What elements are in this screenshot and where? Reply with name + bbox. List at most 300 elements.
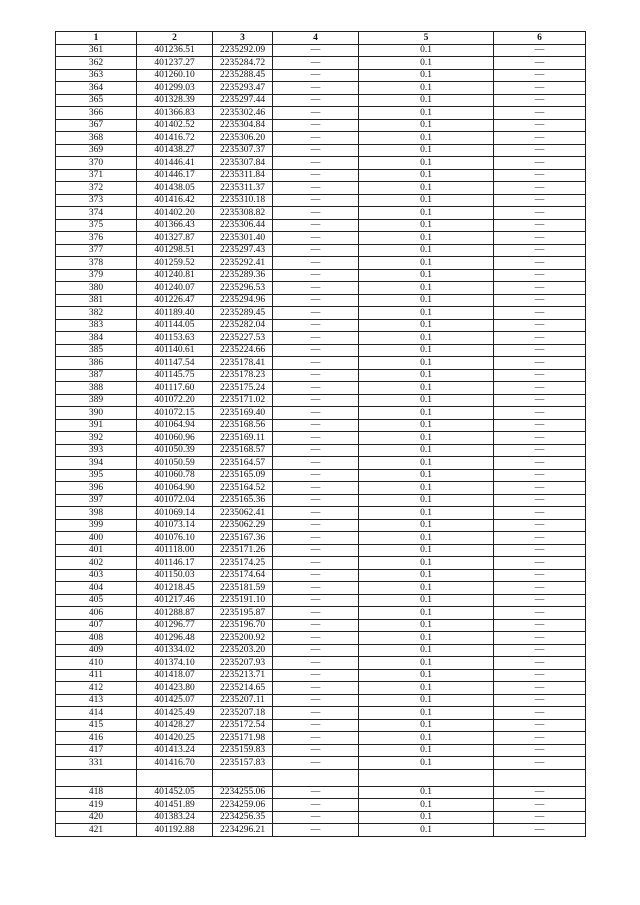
table-cell-col-5: 0.1 xyxy=(359,669,494,682)
table-cell-col-5: 0.1 xyxy=(359,569,494,582)
table-row xyxy=(56,394,586,407)
table-cell-col-6: — xyxy=(494,344,586,357)
table-cell-col-2: 401334.02 xyxy=(137,644,213,657)
table-cell-col-4: — xyxy=(273,382,359,395)
table-cell-col-5: 0.1 xyxy=(359,382,494,395)
table-cell-col-5: 0.1 xyxy=(359,532,494,545)
table-cell-col-6: — xyxy=(494,307,586,320)
table-cell-col-2: 401118.00 xyxy=(137,544,213,557)
table-cell-col-6: — xyxy=(494,244,586,257)
table-row xyxy=(56,632,586,645)
table-cell-col-5: 0.1 xyxy=(359,194,494,207)
table-row xyxy=(56,382,586,395)
table-cell-col-2 xyxy=(137,769,213,786)
table-cell-col-1: 362 xyxy=(56,57,137,70)
table-cell-col-2: 401420.25 xyxy=(137,732,213,745)
table-cell-col-6: — xyxy=(494,594,586,607)
table-cell-col-3: 2235227.53 xyxy=(213,332,273,345)
table-cell-col-3: 2235302.46 xyxy=(213,107,273,120)
table-cell-col-5: 0.1 xyxy=(359,786,494,799)
table-cell-col-4: — xyxy=(273,107,359,120)
table-cell-col-5: 0.1 xyxy=(359,82,494,95)
table-cell-col-3: 2235207.93 xyxy=(213,657,273,670)
table-cell-col-2: 401428.27 xyxy=(137,719,213,732)
table-cell-col-1: 413 xyxy=(56,694,137,707)
table-row xyxy=(56,732,586,745)
table-cell-col-6: — xyxy=(494,519,586,532)
table-cell-col-2: 401374.10 xyxy=(137,657,213,670)
table-cell-col-2: 401050.59 xyxy=(137,457,213,470)
table-cell-col-3: 2235200.92 xyxy=(213,632,273,645)
table-cell-col-6: — xyxy=(494,382,586,395)
table-cell-col-4: — xyxy=(273,799,359,812)
table-cell-col-4: — xyxy=(273,332,359,345)
table-cell-col-1: 377 xyxy=(56,244,137,257)
table-cell-col-1: 381 xyxy=(56,294,137,307)
table-cell-col-6: — xyxy=(494,824,586,837)
table-row xyxy=(56,294,586,307)
table-row xyxy=(56,594,586,607)
table-row xyxy=(56,57,586,70)
table-cell-col-3: 2235196.70 xyxy=(213,619,273,632)
table-cell-col-2: 401438.27 xyxy=(137,144,213,157)
table-cell-col-2: 401150.03 xyxy=(137,569,213,582)
table-cell-col-1: 364 xyxy=(56,82,137,95)
table-cell-col-4: — xyxy=(273,344,359,357)
table-cell-col-4: — xyxy=(273,419,359,432)
table-row xyxy=(56,682,586,695)
table-cell-col-6: — xyxy=(494,786,586,799)
table-body xyxy=(56,44,586,836)
table-row xyxy=(56,69,586,82)
table-cell-col-1: 401 xyxy=(56,544,137,557)
table-row xyxy=(56,444,586,457)
table-cell-col-1: 399 xyxy=(56,519,137,532)
table-cell-col-2: 401425.07 xyxy=(137,694,213,707)
table-cell-col-1: 400 xyxy=(56,532,137,545)
table-cell-col-1: 379 xyxy=(56,269,137,282)
table-cell-col-3: 2235171.02 xyxy=(213,394,273,407)
table-cell-col-5: 0.1 xyxy=(359,207,494,220)
table-row xyxy=(56,94,586,107)
table-cell-col-6: — xyxy=(494,507,586,520)
table-row xyxy=(56,282,586,295)
table-cell-col-1: 372 xyxy=(56,182,137,195)
table-row xyxy=(56,769,586,786)
table-cell-col-4: — xyxy=(273,94,359,107)
table-cell-col-1: 404 xyxy=(56,582,137,595)
table-cell-col-5: 0.1 xyxy=(359,494,494,507)
table-cell-col-3: 2234256.35 xyxy=(213,811,273,824)
table-cell-col-5: 0.1 xyxy=(359,732,494,745)
table-cell-col-4: — xyxy=(273,632,359,645)
table-cell-col-5: 0.1 xyxy=(359,824,494,837)
table-row xyxy=(56,157,586,170)
table-cell-col-6: — xyxy=(494,419,586,432)
table-cell-col-3: 2235292.41 xyxy=(213,257,273,270)
column-header-6: 6 xyxy=(494,32,586,45)
table-cell-col-1: 396 xyxy=(56,482,137,495)
table-cell-col-4: — xyxy=(273,744,359,757)
table-cell-col-4: — xyxy=(273,307,359,320)
table-cell-col-5: 0.1 xyxy=(359,582,494,595)
table-cell-col-3: 2235178.41 xyxy=(213,357,273,370)
table-cell-col-4: — xyxy=(273,144,359,157)
table-cell-col-1: 402 xyxy=(56,557,137,570)
table-cell-col-3: 2235297.44 xyxy=(213,94,273,107)
table-row xyxy=(56,82,586,95)
table-row xyxy=(56,582,586,595)
table-cell-col-3 xyxy=(213,769,273,786)
table-cell-col-2: 401218.45 xyxy=(137,582,213,595)
table-cell-col-1: 391 xyxy=(56,419,137,432)
table-row xyxy=(56,799,586,812)
table-cell-col-1: 398 xyxy=(56,507,137,520)
table-cell-col-5: 0.1 xyxy=(359,407,494,420)
table-cell-col-4: — xyxy=(273,432,359,445)
table-row xyxy=(56,644,586,657)
table-cell-col-3: 2235169.11 xyxy=(213,432,273,445)
table-cell-col-4: — xyxy=(273,269,359,282)
table-cell-col-3: 2235164.52 xyxy=(213,482,273,495)
table-row xyxy=(56,469,586,482)
table-cell-col-1: 403 xyxy=(56,569,137,582)
table-row xyxy=(56,494,586,507)
table-cell-col-1: 421 xyxy=(56,824,137,837)
table-row xyxy=(56,519,586,532)
table-cell-col-5: 0.1 xyxy=(359,682,494,695)
table-cell-col-6: — xyxy=(494,69,586,82)
table-cell-col-2: 401416.70 xyxy=(137,757,213,770)
table-cell-col-1: 417 xyxy=(56,744,137,757)
table-cell-col-6: — xyxy=(494,232,586,245)
table-cell-col-5: 0.1 xyxy=(359,219,494,232)
table-cell-col-4: — xyxy=(273,694,359,707)
table-cell-col-3: 2235178.23 xyxy=(213,369,273,382)
table-cell-col-2: 401418.07 xyxy=(137,669,213,682)
table-cell-col-2: 401072.04 xyxy=(137,494,213,507)
table-cell-col-6: — xyxy=(494,82,586,95)
table-cell-col-4: — xyxy=(273,494,359,507)
table-cell-col-4: — xyxy=(273,457,359,470)
table-cell-col-1: 331 xyxy=(56,757,137,770)
table-cell-col-3: 2235164.57 xyxy=(213,457,273,470)
table-cell-col-5: 0.1 xyxy=(359,607,494,620)
table-cell-col-2: 401299.03 xyxy=(137,82,213,95)
table-row xyxy=(56,344,586,357)
table-cell-col-5: 0.1 xyxy=(359,57,494,70)
table-cell-col-5: 0.1 xyxy=(359,257,494,270)
table-cell-col-3: 2234259.06 xyxy=(213,799,273,812)
table-cell-col-5: 0.1 xyxy=(359,519,494,532)
table-cell-col-4: — xyxy=(273,519,359,532)
table-cell-col-4: — xyxy=(273,557,359,570)
table-cell-col-6: — xyxy=(494,94,586,107)
table-row xyxy=(56,824,586,837)
table-cell-col-4: — xyxy=(273,119,359,132)
table-row xyxy=(56,319,586,332)
table-cell-col-2: 401288.87 xyxy=(137,607,213,620)
table-cell-col-5: 0.1 xyxy=(359,269,494,282)
table-row xyxy=(56,107,586,120)
table-cell-col-3: 2235301.40 xyxy=(213,232,273,245)
table-cell-col-5: 0.1 xyxy=(359,44,494,57)
table-cell-col-6: — xyxy=(494,557,586,570)
table-cell-col-3: 2235167.36 xyxy=(213,532,273,545)
table-row xyxy=(56,369,586,382)
table-cell-col-2: 401192.88 xyxy=(137,824,213,837)
table-cell-col-6 xyxy=(494,769,586,786)
table-cell-col-4: — xyxy=(273,482,359,495)
table-cell-col-5: 0.1 xyxy=(359,69,494,82)
table-row xyxy=(56,232,586,245)
table-cell-col-2: 401425.49 xyxy=(137,707,213,720)
table-cell-col-1: 419 xyxy=(56,799,137,812)
table-row xyxy=(56,207,586,220)
table-row xyxy=(56,669,586,682)
table-cell-col-5: 0.1 xyxy=(359,419,494,432)
table-cell-col-4: — xyxy=(273,232,359,245)
coordinates-table xyxy=(55,31,586,837)
table-cell-col-4: — xyxy=(273,182,359,195)
table-row xyxy=(56,44,586,57)
table-cell-col-5: 0.1 xyxy=(359,469,494,482)
table-cell-col-5: 0.1 xyxy=(359,157,494,170)
table-cell-col-5: 0.1 xyxy=(359,319,494,332)
table-cell-col-4: — xyxy=(273,669,359,682)
table-cell-col-4: — xyxy=(273,282,359,295)
table-cell-col-4: — xyxy=(273,369,359,382)
table-cell-col-1: 405 xyxy=(56,594,137,607)
table-cell-col-4: — xyxy=(273,319,359,332)
table-cell-col-2: 401072.20 xyxy=(137,394,213,407)
table-cell-col-6: — xyxy=(494,732,586,745)
table-cell-col-1: 388 xyxy=(56,382,137,395)
table-cell-col-1: 363 xyxy=(56,69,137,82)
table-cell-col-3: 2235181.59 xyxy=(213,582,273,595)
table-row xyxy=(56,169,586,182)
table-cell-col-3: 2235289.36 xyxy=(213,269,273,282)
table-cell-col-1: 384 xyxy=(56,332,137,345)
table-cell-col-2: 401259.52 xyxy=(137,257,213,270)
table-cell-col-5: 0.1 xyxy=(359,799,494,812)
table-row xyxy=(56,307,586,320)
table-cell-col-2: 401327.87 xyxy=(137,232,213,245)
table-cell-col-3: 2235307.37 xyxy=(213,144,273,157)
table-cell-col-1: 361 xyxy=(56,44,137,57)
table-cell-col-6: — xyxy=(494,569,586,582)
table-row xyxy=(56,144,586,157)
table-cell-col-5: 0.1 xyxy=(359,657,494,670)
table-cell-col-2: 401064.90 xyxy=(137,482,213,495)
table-cell-col-3: 2235165.36 xyxy=(213,494,273,507)
table-cell-col-5: 0.1 xyxy=(359,507,494,520)
table-cell-col-1: 370 xyxy=(56,157,137,170)
table-cell-col-2: 401145.75 xyxy=(137,369,213,382)
table-cell-col-3: 2235296.53 xyxy=(213,282,273,295)
table-cell-col-6: — xyxy=(494,582,586,595)
table-cell-col-2: 401073.14 xyxy=(137,519,213,532)
table-cell-col-1: 393 xyxy=(56,444,137,457)
table-cell-col-4: — xyxy=(273,682,359,695)
table-cell-col-2: 401060.96 xyxy=(137,432,213,445)
table-cell-col-6: — xyxy=(494,632,586,645)
table-cell-col-4: — xyxy=(273,294,359,307)
table-row xyxy=(56,557,586,570)
table-cell-col-5: 0.1 xyxy=(359,332,494,345)
table-cell-col-4: — xyxy=(273,786,359,799)
column-header-3: 3 xyxy=(213,32,273,45)
table-cell-col-4: — xyxy=(273,82,359,95)
table-cell-col-1: 385 xyxy=(56,344,137,357)
table-row xyxy=(56,532,586,545)
table-cell-col-1: 407 xyxy=(56,619,137,632)
table-cell-col-1: 416 xyxy=(56,732,137,745)
table-cell-col-4: — xyxy=(273,244,359,257)
table-cell-col-3: 2235168.57 xyxy=(213,444,273,457)
table-cell-col-4: — xyxy=(273,569,359,582)
table-cell-col-3: 2235289.45 xyxy=(213,307,273,320)
table-cell-col-1: 366 xyxy=(56,107,137,120)
table-row xyxy=(56,786,586,799)
table-cell-col-6: — xyxy=(494,219,586,232)
table-cell-col-4: — xyxy=(273,69,359,82)
table-row xyxy=(56,407,586,420)
table-cell-col-5: 0.1 xyxy=(359,544,494,557)
table-cell-col-4: — xyxy=(273,657,359,670)
table-cell-col-3: 2235311.37 xyxy=(213,182,273,195)
table-cell-col-6: — xyxy=(494,257,586,270)
table-cell-col-6: — xyxy=(494,482,586,495)
table-cell-col-6: — xyxy=(494,444,586,457)
table-cell-col-5: 0.1 xyxy=(359,132,494,145)
table-cell-col-6: — xyxy=(494,494,586,507)
table-cell-col-1: 382 xyxy=(56,307,137,320)
table-cell-col-5: 0.1 xyxy=(359,482,494,495)
table-cell-col-6: — xyxy=(494,532,586,545)
table-cell-col-1: 397 xyxy=(56,494,137,507)
table-cell-col-1: 418 xyxy=(56,786,137,799)
table-row xyxy=(56,619,586,632)
table-cell-col-2: 401452.05 xyxy=(137,786,213,799)
table-cell-col-2: 401144.05 xyxy=(137,319,213,332)
table-cell-col-2: 401147.54 xyxy=(137,357,213,370)
table-cell-col-1: 395 xyxy=(56,469,137,482)
table-cell-col-1: 383 xyxy=(56,319,137,332)
table-cell-col-3: 2235207.18 xyxy=(213,707,273,720)
table-cell-col-6: — xyxy=(494,607,586,620)
table-cell-col-3: 2235306.44 xyxy=(213,219,273,232)
table-cell-col-3: 2235294.96 xyxy=(213,294,273,307)
table-row xyxy=(56,194,586,207)
table-cell-col-3: 2235191.10 xyxy=(213,594,273,607)
table-cell-col-2: 401416.72 xyxy=(137,132,213,145)
table-row xyxy=(56,744,586,757)
table-row xyxy=(56,694,586,707)
table-cell-col-1: 373 xyxy=(56,194,137,207)
table-row xyxy=(56,119,586,132)
table-cell-col-6: — xyxy=(494,744,586,757)
table-cell-col-2: 401328.39 xyxy=(137,94,213,107)
table-cell-col-5: 0.1 xyxy=(359,432,494,445)
table-cell-col-4: — xyxy=(273,582,359,595)
table-cell-col-1 xyxy=(56,769,137,786)
table-cell-col-1: 387 xyxy=(56,369,137,382)
table-cell-col-6: — xyxy=(494,457,586,470)
table-cell-col-3: 2235174.64 xyxy=(213,569,273,582)
table-cell-col-6: — xyxy=(494,394,586,407)
table-row xyxy=(56,544,586,557)
table-cell-col-6: — xyxy=(494,407,586,420)
table-cell-col-6: — xyxy=(494,811,586,824)
table-cell-col-2: 401402.20 xyxy=(137,207,213,220)
table-row xyxy=(56,419,586,432)
table-cell-col-4: — xyxy=(273,219,359,232)
table-cell-col-4: — xyxy=(273,394,359,407)
table-cell-col-6: — xyxy=(494,799,586,812)
table-cell-col-5: 0.1 xyxy=(359,757,494,770)
table-row xyxy=(56,219,586,232)
table-cell-col-2: 401240.07 xyxy=(137,282,213,295)
table-cell-col-2: 401446.41 xyxy=(137,157,213,170)
table-cell-col-2: 401260.10 xyxy=(137,69,213,82)
table-cell-col-1: 392 xyxy=(56,432,137,445)
table-cell-col-5: 0.1 xyxy=(359,144,494,157)
table-cell-col-5: 0.1 xyxy=(359,244,494,257)
table-cell-col-5: 0.1 xyxy=(359,107,494,120)
table-cell-col-5: 0.1 xyxy=(359,557,494,570)
table-cell-col-4: — xyxy=(273,544,359,557)
table-cell-col-6: — xyxy=(494,332,586,345)
table-cell-col-3: 2235174.25 xyxy=(213,557,273,570)
table-cell-col-3: 2235293.47 xyxy=(213,82,273,95)
table-row xyxy=(56,607,586,620)
column-header-4: 4 xyxy=(273,32,359,45)
table-cell-col-4: — xyxy=(273,719,359,732)
table-cell-col-2: 401366.83 xyxy=(137,107,213,120)
table-cell-col-2: 401438.05 xyxy=(137,182,213,195)
table-cell-col-4: — xyxy=(273,132,359,145)
table-cell-col-6: — xyxy=(494,157,586,170)
table-row xyxy=(56,269,586,282)
table-cell-col-3: 2235224.66 xyxy=(213,344,273,357)
column-header-1: 1 xyxy=(56,32,137,45)
table-cell-col-2: 401451.89 xyxy=(137,799,213,812)
table-cell-col-3: 2235311.84 xyxy=(213,169,273,182)
table-cell-col-3: 2235214.65 xyxy=(213,682,273,695)
table-cell-col-5: 0.1 xyxy=(359,357,494,370)
table-cell-col-5: 0.1 xyxy=(359,119,494,132)
table-cell-col-3: 2235203.20 xyxy=(213,644,273,657)
table-cell-col-6: — xyxy=(494,644,586,657)
table-cell-col-2: 401217.46 xyxy=(137,594,213,607)
table-row xyxy=(56,707,586,720)
table-cell-col-6: — xyxy=(494,194,586,207)
table-cell-col-1: 386 xyxy=(56,357,137,370)
table-cell-col-4: — xyxy=(273,757,359,770)
table-cell-col-1: 371 xyxy=(56,169,137,182)
table-cell-col-5: 0.1 xyxy=(359,594,494,607)
table-cell-col-6: — xyxy=(494,107,586,120)
table-cell-col-6: — xyxy=(494,469,586,482)
table-cell-col-1: 414 xyxy=(56,707,137,720)
table-cell-col-6: — xyxy=(494,144,586,157)
table-cell-col-4: — xyxy=(273,444,359,457)
table-row xyxy=(56,182,586,195)
table-row xyxy=(56,132,586,145)
table-cell-col-1: 406 xyxy=(56,607,137,620)
table-cell-col-2: 401296.48 xyxy=(137,632,213,645)
